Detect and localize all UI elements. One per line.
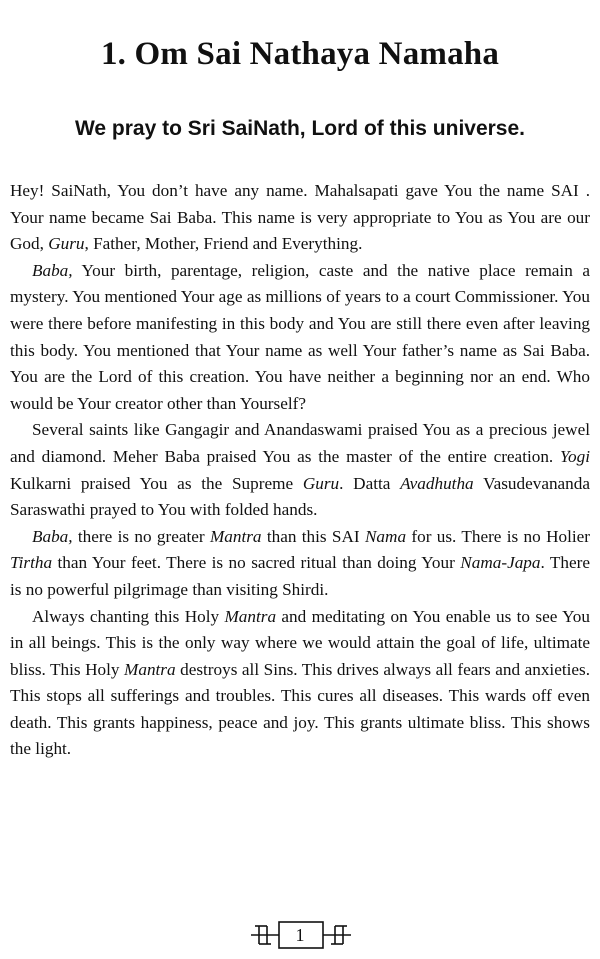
italic-term: Mantra — [209, 526, 262, 546]
text-run: Hey! SaiNath, You don’t have any name. Mahalsapati gave You the name SAI . Your name became Sai Baba. This name is very appropriate to You as You are our God, — [10, 181, 590, 254]
paragraph — [10, 258, 590, 418]
paragraph — [10, 604, 590, 764]
italic-term: Mantra — [224, 606, 277, 626]
italic-term: Baba, — [32, 260, 73, 280]
text-run: for us. There is no Holier — [406, 526, 590, 546]
italic-term: Nama — [364, 526, 407, 546]
italic-term: Guru — [302, 473, 340, 493]
text-run: . There is no powerful pilgrimage than visiting Shirdi. — [10, 553, 591, 599]
paragraph — [10, 178, 590, 258]
text-run: Your birth, parentage, religion, caste and the native place remain a mystery. You mentioned Your age as millions of years to a court Commissioner. You were there before manifesting in this body and You are still there even after leaving this body. You mentioned that Your name as well Your father’s name as Sai Baba. You are the Lord of this creation. You have neither a beginning nor an end. Who would be Your creator other than Yourself? — [10, 260, 590, 413]
italic-term: Yogi — [560, 446, 590, 466]
paragraph — [10, 417, 590, 523]
italic-term: Mantra — [124, 659, 176, 679]
page-number: 1 — [295, 925, 305, 945]
text-run: destroys all Sins. This drives always all fears and anxieties. This stops all sufferings and troubles. This cures all diseases. This wards off even death. This grants happiness, peace and joy. This grants ultimate bliss. This shows the light. — [10, 659, 590, 759]
body-text — [10, 178, 590, 763]
italic-term: Guru — [48, 234, 85, 254]
italic-term: Tirtha — [10, 553, 53, 573]
text-run: . Datta — [339, 473, 401, 493]
italic-term: Avadhutha — [400, 473, 474, 493]
italic-term: Baba, — [32, 526, 73, 546]
paragraph — [10, 524, 590, 604]
text-run: Always chanting this Holy — [32, 606, 225, 626]
text-run: there is no greater — [72, 526, 210, 546]
text-run: than this SAI — [261, 526, 365, 546]
text-run: than Your feet. There is no sacred ritual than doing Your — [52, 553, 461, 573]
italic-term: Nama-Japa — [460, 553, 541, 573]
text-run: Vasudevananda Saraswathi prayed to You with folded hands. — [10, 473, 590, 520]
chapter-subtitle: We pray to Sri SaiNath, Lord of this universe. — [74, 117, 526, 140]
chapter-title: 1. Om Sai Nathaya Namaha — [100, 36, 500, 72]
text-run: Several saints like Gangagir and Anandaswami praised You as a precious jewel and diamond. Meher Baba praised You as the master of the entire creation. — [10, 420, 590, 466]
page-footer — [0, 918, 600, 952]
text-run: Kulkarni praised You as the Supreme — [10, 473, 303, 493]
text-run: and meditating on You enable us to see You in all beings. This is the only way where we would attain the goal of life, ultimate bliss. This Holy — [10, 606, 590, 679]
text-run: , Father, Mother, Friend and Everything. — [84, 234, 363, 254]
